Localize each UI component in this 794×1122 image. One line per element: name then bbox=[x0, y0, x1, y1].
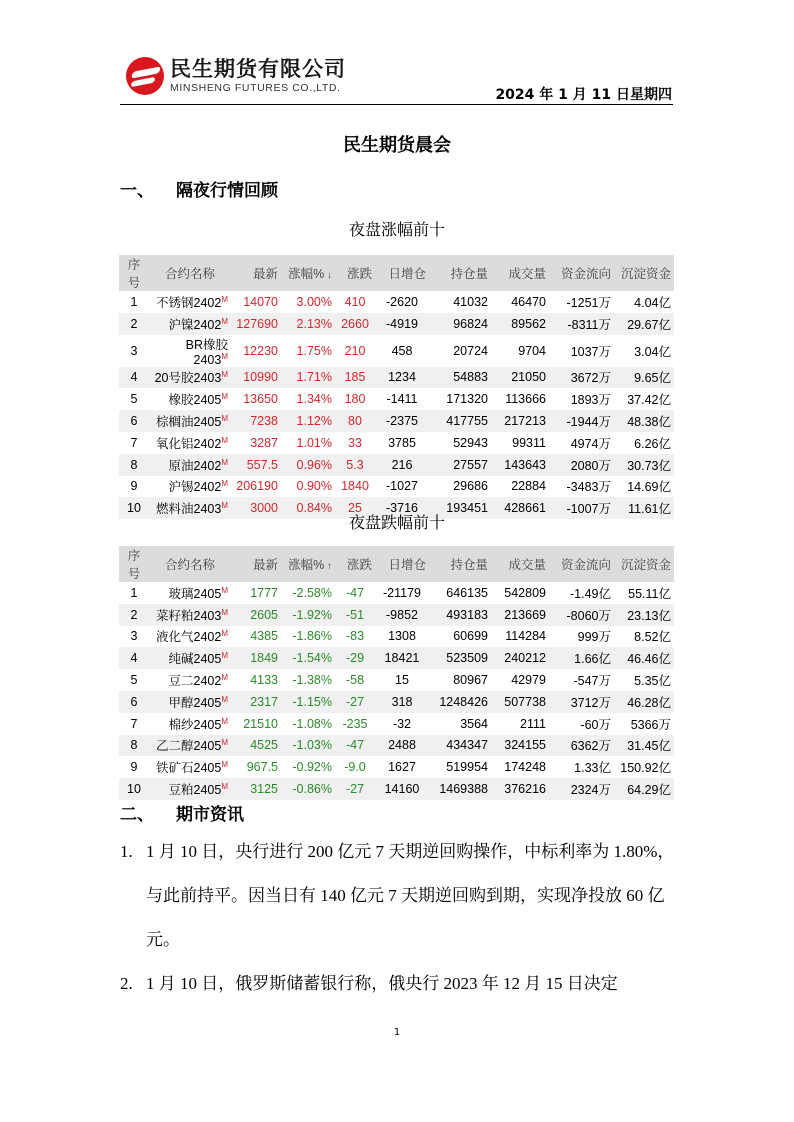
last-price: 967.5 bbox=[246, 760, 278, 775]
page-number: 1 bbox=[393, 1027, 401, 1038]
capital-flow: -8060万 bbox=[549, 604, 614, 626]
contract-name: 沪锡$2402^M$ bbox=[168, 479, 228, 495]
change-value: 80 bbox=[335, 410, 375, 432]
change-value: 2660 bbox=[335, 313, 375, 335]
daily-oi-change: -2620 bbox=[386, 294, 418, 309]
row-no: 7 bbox=[130, 435, 138, 450]
open-interest: 3564 bbox=[460, 716, 488, 731]
col-flow-header: 资金流向 bbox=[549, 255, 614, 291]
col-daily-oi-header: 日增仓 bbox=[375, 255, 429, 291]
change-value: 210 bbox=[344, 343, 366, 358]
page-title: 民生期货晨会 bbox=[343, 135, 451, 156]
change-pct: 1.01% bbox=[296, 435, 332, 450]
company-name-en: MINSHENG FUTURES CO.,LTD. bbox=[170, 82, 341, 94]
table-row bbox=[119, 476, 674, 498]
row-no: 7 bbox=[130, 716, 138, 731]
settled-capital: 4.04亿 bbox=[634, 295, 671, 310]
settled-capital: 9.65亿 bbox=[614, 367, 674, 389]
contract-name: 纯碱$2405^M$ bbox=[149, 647, 231, 669]
capital-flow: 1893万 bbox=[570, 393, 611, 408]
contract-name: 玻璃$2405^M$ bbox=[168, 585, 228, 601]
settled-capital: 5366万 bbox=[630, 717, 671, 732]
change-value: -235 bbox=[342, 716, 368, 731]
settled-capital: 6.26亿 bbox=[634, 436, 671, 451]
contract-name: 甲醇$2405^M$ bbox=[149, 691, 231, 713]
main-contract-mark: M bbox=[221, 781, 228, 791]
daily-oi-change: -32 bbox=[392, 716, 412, 731]
col-last-header: 最新 bbox=[231, 546, 281, 582]
volume: 240212 bbox=[491, 647, 549, 669]
table-row bbox=[119, 313, 674, 335]
row-no: 6 bbox=[119, 691, 149, 713]
col-no-header: 序号 bbox=[119, 255, 149, 291]
sort-arrow-icon: ↑ bbox=[324, 561, 332, 572]
settled-capital: 29.67亿 bbox=[614, 313, 674, 335]
contract-name: 豆粕$2405^M$ bbox=[149, 778, 231, 800]
open-interest: 54883 bbox=[429, 367, 491, 389]
news-number: 2. bbox=[120, 974, 133, 993]
capital-flow: -1007万 bbox=[549, 497, 614, 519]
col-vol-header: 成交量 bbox=[491, 546, 549, 582]
daily-oi-change: 18421 bbox=[375, 647, 429, 669]
settled-capital: 8.52亿 bbox=[634, 630, 671, 645]
row-no: 3 bbox=[130, 629, 138, 644]
capital-flow: 1.66亿 bbox=[549, 647, 614, 669]
capital-flow: 1.33亿 bbox=[574, 761, 611, 776]
row-no: 6 bbox=[119, 410, 149, 432]
table-row bbox=[119, 691, 674, 713]
col-chg-header: 涨跌 bbox=[335, 255, 375, 291]
volume: 99311 bbox=[512, 435, 546, 450]
main-contract-mark: M bbox=[221, 479, 228, 489]
change-value: 185 bbox=[335, 367, 375, 389]
col-vol-header: 成交量 bbox=[491, 255, 549, 291]
settled-capital: 46.46亿 bbox=[614, 647, 674, 669]
capital-flow: 999万 bbox=[577, 630, 611, 645]
news-list bbox=[120, 830, 680, 1006]
up-ranking-table bbox=[119, 255, 674, 519]
daily-oi-change: 1627 bbox=[388, 760, 416, 775]
change-value: 33 bbox=[348, 435, 362, 450]
main-contract-mark: M bbox=[221, 501, 228, 511]
col-oi-header: 持仓量 bbox=[429, 546, 491, 582]
news-text: 1 月 10 日，央行进行 200 亿元 7 天期逆回购操作，中标利率为 1.80%，与此前持平。因当日有 140 亿元 7 天期逆回购到期，实现净投放 60 亿元。 bbox=[146, 842, 675, 949]
last-price: 7238 bbox=[231, 410, 281, 432]
settled-capital: 150.92亿 bbox=[620, 761, 671, 776]
open-interest: 96824 bbox=[429, 313, 491, 335]
capital-flow: -1944万 bbox=[549, 410, 614, 432]
main-contract-mark: M bbox=[221, 435, 228, 445]
col-last-header: 最新 bbox=[231, 255, 281, 291]
col-chg-header: 涨跌 bbox=[335, 546, 375, 582]
settled-capital: 23.13亿 bbox=[614, 604, 674, 626]
change-value: -83 bbox=[345, 629, 365, 644]
change-pct: 1.71% bbox=[281, 367, 335, 389]
main-contract-mark: M bbox=[221, 316, 228, 326]
volume: 113666 bbox=[505, 392, 546, 407]
row-no: 2 bbox=[119, 313, 149, 335]
col-flow-header: 资金流向 bbox=[549, 546, 614, 582]
change-value: -27 bbox=[335, 778, 375, 800]
company-name-cn: 民生期货有限公司 bbox=[170, 57, 346, 81]
open-interest: 193451 bbox=[429, 497, 491, 519]
change-pct: -1.38% bbox=[292, 673, 332, 688]
main-contract-mark: M bbox=[221, 413, 228, 423]
capital-flow: -60万 bbox=[580, 717, 611, 732]
settled-capital: 64.29亿 bbox=[614, 778, 674, 800]
section-number: 二、 bbox=[120, 805, 154, 825]
change-pct: -1.15% bbox=[281, 691, 335, 713]
contract-name: 棕榈油$2405^M$ bbox=[149, 410, 231, 432]
change-pct: 3.00% bbox=[296, 294, 332, 309]
volume: 89562 bbox=[491, 313, 549, 335]
table-row bbox=[119, 335, 674, 367]
row-no: 4 bbox=[119, 367, 149, 389]
change-value: -29 bbox=[335, 647, 375, 669]
header-date: 2024 年 1 月 11 日星期四 bbox=[495, 87, 672, 103]
main-contract-mark: M bbox=[221, 760, 228, 770]
change-pct: -1.54% bbox=[281, 647, 335, 669]
daily-oi-change: 15 bbox=[395, 673, 409, 688]
change-pct: 0.90% bbox=[296, 479, 332, 494]
table-row bbox=[119, 367, 674, 389]
daily-oi-change: 1234 bbox=[375, 367, 429, 389]
daily-oi-change: -1027 bbox=[386, 479, 418, 494]
daily-oi-change: -4919 bbox=[375, 313, 429, 335]
change-pct: -1.03% bbox=[281, 735, 335, 757]
settled-capital: 48.38亿 bbox=[614, 410, 674, 432]
last-price: 4525 bbox=[231, 735, 281, 757]
volume: 376216 bbox=[491, 778, 549, 800]
down-table-title: 夜盘跌幅前十 bbox=[348, 513, 445, 532]
news-text: 1 月 10 日，俄罗斯储蓄银行称，俄央行 2023 年 12 月 15 日决定 bbox=[146, 974, 618, 993]
contract-name: 20号胶$2403^M$ bbox=[149, 367, 231, 389]
change-value: 180 bbox=[344, 392, 366, 407]
col-oi-header: 持仓量 bbox=[429, 255, 491, 291]
last-price: 13650 bbox=[243, 392, 278, 407]
table-row bbox=[119, 626, 674, 648]
capital-flow: -547万 bbox=[573, 674, 611, 689]
table-row bbox=[119, 669, 674, 691]
volume: 42979 bbox=[511, 673, 546, 688]
last-price: 10990 bbox=[231, 367, 281, 389]
main-contract-mark: M bbox=[221, 694, 228, 704]
table-row bbox=[119, 582, 674, 604]
up-table-title: 夜盘涨幅前十 bbox=[348, 220, 445, 239]
main-contract-mark: M bbox=[221, 585, 228, 595]
daily-oi-change: 216 bbox=[375, 454, 429, 476]
col-name-header: 合约名称 bbox=[149, 255, 231, 291]
change-value: -51 bbox=[335, 604, 375, 626]
table-row bbox=[119, 713, 674, 735]
company-logo bbox=[126, 57, 346, 95]
contract-name: 不锈钢$2402^M$ bbox=[156, 294, 228, 310]
settled-capital: 55.11亿 bbox=[628, 586, 671, 601]
capital-flow: 3712万 bbox=[549, 691, 614, 713]
section-title: 隔夜行情回顾 bbox=[176, 181, 278, 201]
change-value: 1840 bbox=[341, 479, 369, 494]
col-capital-header: 沉淀资金 bbox=[614, 546, 674, 582]
change-pct: -1.92% bbox=[281, 604, 335, 626]
last-price: 1777 bbox=[250, 585, 278, 600]
table-row bbox=[119, 410, 674, 432]
capital-flow: -3483万 bbox=[566, 480, 611, 495]
daily-oi-change: 318 bbox=[375, 691, 429, 713]
contract-name: 液化气$2402^M$ bbox=[156, 629, 228, 645]
daily-oi-change: -21179 bbox=[383, 585, 421, 600]
settled-capital: 30.73亿 bbox=[614, 454, 674, 476]
main-contract-mark: M bbox=[221, 716, 228, 726]
section-number: 一、 bbox=[120, 181, 154, 201]
table-row bbox=[119, 647, 674, 669]
last-price: 12230 bbox=[243, 343, 278, 358]
main-contract-mark: M bbox=[221, 294, 228, 304]
last-price: 2605 bbox=[231, 604, 281, 626]
open-interest: 646135 bbox=[446, 585, 488, 600]
table-row bbox=[119, 388, 674, 410]
daily-oi-change: 458 bbox=[391, 343, 413, 358]
main-contract-mark: M bbox=[221, 370, 228, 380]
capital-flow: 1037万 bbox=[570, 344, 611, 359]
open-interest: 29686 bbox=[453, 479, 488, 494]
settled-capital: 5.35亿 bbox=[634, 674, 671, 689]
daily-oi-change: -1411 bbox=[386, 392, 418, 407]
table-row bbox=[119, 756, 674, 778]
row-no: 3 bbox=[130, 343, 138, 358]
open-interest: 52943 bbox=[453, 435, 488, 450]
col-no-header: 序号 bbox=[119, 546, 149, 582]
news-item bbox=[120, 830, 680, 962]
settled-capital: 3.04亿 bbox=[634, 344, 671, 359]
contract-name: 原油$2402^M$ bbox=[149, 454, 231, 476]
contract-name: BR橡胶$2403^M$ bbox=[185, 337, 228, 367]
volume: 217213 bbox=[491, 410, 549, 432]
contract-name: 燃料油$2403^M$ bbox=[149, 497, 231, 519]
open-interest: 1248426 bbox=[429, 691, 491, 713]
main-contract-mark: M bbox=[221, 351, 228, 361]
contract-name: 菜籽粕$2403^M$ bbox=[149, 604, 231, 626]
last-price: 127690 bbox=[231, 313, 281, 335]
daily-oi-change: 3785 bbox=[388, 435, 416, 450]
volume: 324155 bbox=[491, 735, 549, 757]
last-price: 1849 bbox=[231, 647, 281, 669]
settled-capital: 37.42亿 bbox=[627, 393, 671, 408]
main-contract-mark: M bbox=[221, 651, 228, 661]
capital-flow: 6362万 bbox=[549, 735, 614, 757]
section-heading-2 bbox=[120, 800, 244, 825]
last-price: 557.5 bbox=[231, 454, 281, 476]
daily-oi-change: 1308 bbox=[388, 629, 416, 644]
volume: 9704 bbox=[518, 343, 546, 358]
main-contract-mark: M bbox=[221, 672, 228, 682]
capital-flow: 4974万 bbox=[570, 436, 611, 451]
col-daily-oi-header: 日增仓 bbox=[375, 546, 429, 582]
col-capital-header: 沉淀资金 bbox=[614, 255, 674, 291]
col-name-header: 合约名称 bbox=[149, 546, 231, 582]
contract-name: 沪镍$2402^M$ bbox=[149, 313, 231, 335]
capital-flow: 2324万 bbox=[549, 778, 614, 800]
change-value: 25 bbox=[335, 497, 375, 519]
table-row bbox=[119, 454, 674, 476]
daily-oi-change: -9852 bbox=[375, 604, 429, 626]
volume: 114284 bbox=[505, 629, 546, 644]
open-interest: 41032 bbox=[453, 294, 488, 309]
volume: 46470 bbox=[511, 294, 546, 309]
down-ranking-table bbox=[119, 546, 674, 800]
main-contract-mark: M bbox=[221, 457, 228, 467]
contract-name: 铁矿石$2405^M$ bbox=[156, 760, 228, 776]
change-value: -9.0 bbox=[344, 760, 366, 775]
settled-capital: 14.69亿 bbox=[627, 480, 671, 495]
col-pct-header: 涨幅% ↑ bbox=[281, 546, 335, 582]
last-price: 206190 bbox=[236, 479, 278, 494]
change-pct: 2.13% bbox=[281, 313, 335, 335]
volume: 2111 bbox=[520, 716, 546, 731]
volume: 428661 bbox=[491, 497, 549, 519]
news-number: 1. bbox=[120, 842, 133, 861]
volume: 22884 bbox=[511, 479, 546, 494]
table-row bbox=[119, 291, 674, 313]
row-no: 2 bbox=[119, 604, 149, 626]
capital-flow: 2080万 bbox=[549, 454, 614, 476]
table-row bbox=[119, 735, 674, 757]
row-no: 8 bbox=[119, 454, 149, 476]
change-pct: -0.92% bbox=[292, 760, 332, 775]
daily-oi-change: 14160 bbox=[375, 778, 429, 800]
table-row bbox=[119, 432, 674, 454]
volume: 21050 bbox=[491, 367, 549, 389]
daily-oi-change: -2375 bbox=[375, 410, 429, 432]
last-price: 2317 bbox=[231, 691, 281, 713]
settled-capital: 31.45亿 bbox=[614, 735, 674, 757]
capital-flow: -1.49亿 bbox=[570, 586, 611, 601]
change-pct: -1.86% bbox=[292, 629, 332, 644]
change-value: -47 bbox=[345, 585, 365, 600]
contract-name: 乙二醇$2405^M$ bbox=[149, 735, 231, 757]
open-interest: 27557 bbox=[429, 454, 491, 476]
news-item bbox=[120, 962, 680, 1006]
last-price: 4385 bbox=[250, 629, 278, 644]
open-interest: 493183 bbox=[429, 604, 491, 626]
open-interest: 523509 bbox=[429, 647, 491, 669]
change-value: -27 bbox=[335, 691, 375, 713]
change-value: -47 bbox=[335, 735, 375, 757]
last-price: 3287 bbox=[250, 435, 278, 450]
sort-arrow-icon: ↓ bbox=[324, 270, 332, 281]
table-row bbox=[119, 604, 674, 626]
open-interest: 20724 bbox=[453, 343, 488, 358]
change-value: -58 bbox=[345, 673, 365, 688]
contract-name: 氧化铝$2402^M$ bbox=[156, 435, 228, 451]
row-no: 5 bbox=[130, 392, 138, 407]
section-heading-1 bbox=[120, 176, 278, 201]
open-interest: 171320 bbox=[446, 392, 488, 407]
change-pct: -0.86% bbox=[281, 778, 335, 800]
change-pct: 0.84% bbox=[281, 497, 335, 519]
main-contract-mark: M bbox=[221, 392, 228, 402]
daily-oi-change: 2488 bbox=[375, 735, 429, 757]
last-price: 4133 bbox=[250, 673, 278, 688]
settled-capital: 11.61亿 bbox=[614, 497, 674, 519]
row-no: 9 bbox=[130, 760, 138, 775]
capital-flow: -1251万 bbox=[566, 295, 611, 310]
row-no: 1 bbox=[130, 294, 138, 309]
volume: 507738 bbox=[491, 691, 549, 713]
row-no: 5 bbox=[130, 673, 138, 688]
last-price: 21510 bbox=[243, 716, 278, 731]
header-divider bbox=[120, 104, 673, 105]
main-contract-mark: M bbox=[221, 629, 228, 639]
section-title: 期市资讯 bbox=[176, 805, 244, 825]
main-contract-mark: M bbox=[221, 738, 228, 748]
change-pct: -2.58% bbox=[292, 585, 332, 600]
change-value: 5.3 bbox=[335, 454, 375, 476]
row-no: 4 bbox=[119, 647, 149, 669]
open-interest: 417755 bbox=[429, 410, 491, 432]
contract-name: 棉纱$2405^M$ bbox=[168, 716, 228, 732]
change-pct: 1.75% bbox=[296, 343, 332, 358]
row-no: 8 bbox=[119, 735, 149, 757]
contract-name: 橡胶$2405^M$ bbox=[168, 392, 228, 408]
capital-flow: -8311万 bbox=[549, 313, 614, 335]
last-price: 3000 bbox=[231, 497, 281, 519]
volume: 174248 bbox=[504, 760, 546, 775]
open-interest: 519954 bbox=[446, 760, 488, 775]
main-contract-mark: M bbox=[221, 607, 228, 617]
change-value: 410 bbox=[344, 294, 366, 309]
volume: 542809 bbox=[504, 585, 546, 600]
last-price: 3125 bbox=[231, 778, 281, 800]
settled-capital: 46.28亿 bbox=[614, 691, 674, 713]
row-no: 10 bbox=[119, 778, 149, 800]
volume: 143643 bbox=[491, 454, 549, 476]
change-pct: 1.12% bbox=[281, 410, 335, 432]
open-interest: 80967 bbox=[453, 673, 488, 688]
daily-oi-change: -3716 bbox=[375, 497, 429, 519]
open-interest: 1469388 bbox=[429, 778, 491, 800]
row-no: 1 bbox=[130, 585, 138, 600]
logo-icon bbox=[126, 57, 164, 95]
col-pct-header: 涨幅% ↓ bbox=[281, 255, 335, 291]
last-price: 14070 bbox=[243, 294, 278, 309]
table-row bbox=[119, 778, 674, 800]
open-interest: 434347 bbox=[429, 735, 491, 757]
change-pct: 1.34% bbox=[296, 392, 332, 407]
row-no: 9 bbox=[130, 479, 138, 494]
contract-name: 豆二$2402^M$ bbox=[168, 672, 228, 689]
open-interest: 60699 bbox=[453, 629, 488, 644]
change-pct: 0.96% bbox=[281, 454, 335, 476]
row-no: 10 bbox=[119, 497, 149, 519]
volume: 213669 bbox=[491, 604, 549, 626]
change-pct: -1.08% bbox=[292, 716, 332, 731]
capital-flow: 3672万 bbox=[549, 367, 614, 389]
